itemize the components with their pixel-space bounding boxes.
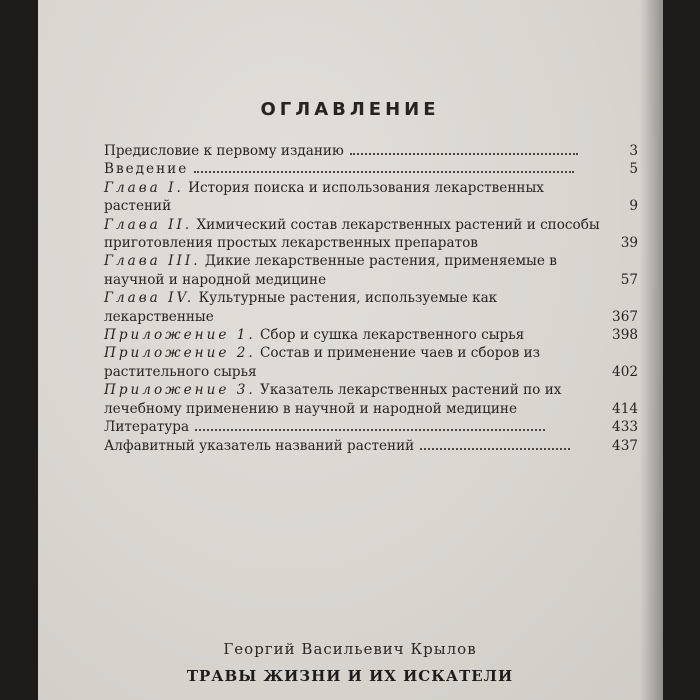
table-of-contents bbox=[104, 142, 638, 455]
toc-entry-text: Предисловие к первому изданию bbox=[104, 143, 344, 159]
toc-entry bbox=[104, 252, 638, 289]
toc-page-number: 398 bbox=[612, 327, 638, 344]
toc-entry bbox=[104, 418, 638, 436]
book-title: ТРАВЫ ЖИЗНИ И ИХ ИСКАТЕЛИ bbox=[186, 667, 514, 685]
toc-entry-text: Культурные растения, используемые как лекарственные bbox=[104, 290, 498, 325]
toc-entry bbox=[104, 160, 638, 178]
toc-page-number: 9 bbox=[629, 198, 638, 215]
toc-entry-prefix: Глава II. bbox=[104, 216, 193, 233]
toc-heading: ОГЛАВЛЕНИЕ bbox=[260, 99, 440, 120]
toc-entry bbox=[104, 326, 638, 344]
dot-leader bbox=[420, 447, 570, 450]
toc-entry-text: Химический состав лекарственных растений и способы приготовления простых лекарственных препаратов bbox=[104, 216, 600, 252]
toc-page-number: 402 bbox=[612, 363, 638, 380]
toc-entry bbox=[104, 179, 638, 216]
toc-entry-text: Указатель лекарственных растений по их лечебному применению в научной и народной медицине bbox=[104, 382, 562, 417]
author-name: Георгий Васильевич Крылов bbox=[223, 640, 477, 658]
toc-page-number: 367 bbox=[612, 308, 638, 325]
toc-entry-prefix: Приложение 1. bbox=[104, 327, 256, 344]
toc-entry-prefix: Глава I. bbox=[104, 179, 184, 196]
toc-entry bbox=[104, 216, 638, 253]
toc-entry bbox=[104, 289, 638, 326]
toc-entry-text: Введение bbox=[104, 161, 189, 178]
toc-page-number: 437 bbox=[612, 437, 638, 454]
toc-page-number: 3 bbox=[629, 143, 638, 159]
toc-entry bbox=[104, 344, 638, 381]
toc-entry-prefix: Приложение 2. bbox=[104, 345, 256, 362]
toc-entry-text: Сбор и сушка лекарственного сырья bbox=[260, 327, 525, 344]
toc-entry-text: Состав и применение чаев и сборов из растительного сырья bbox=[104, 345, 541, 380]
toc-page-number: 5 bbox=[629, 161, 638, 178]
toc-page-number: 414 bbox=[612, 400, 638, 417]
toc-entry-prefix: Глава III. bbox=[104, 253, 201, 270]
toc-entry bbox=[104, 142, 638, 160]
dot-leader bbox=[194, 170, 574, 173]
toc-page-number: 57 bbox=[620, 271, 638, 288]
toc-entry bbox=[104, 437, 638, 455]
toc-entry bbox=[104, 381, 638, 418]
toc-page-number: 39 bbox=[620, 235, 638, 252]
toc-entry-text: Дикие лекарственные растения, применяемые в научной и народной медицине bbox=[104, 253, 557, 288]
toc-entry-prefix: Приложение 3. bbox=[104, 382, 256, 399]
dot-leader bbox=[195, 428, 545, 431]
dot-leader bbox=[350, 152, 578, 155]
toc-entry-text: Литература bbox=[104, 419, 190, 436]
toc-page-number: 433 bbox=[612, 419, 638, 436]
toc-entry-prefix: Глава IV. bbox=[104, 290, 195, 307]
toc-entry-text: История поиска и использования лекарственных растений bbox=[104, 179, 544, 215]
toc-entry-text: Алфавитный указатель названий растений bbox=[104, 437, 415, 454]
